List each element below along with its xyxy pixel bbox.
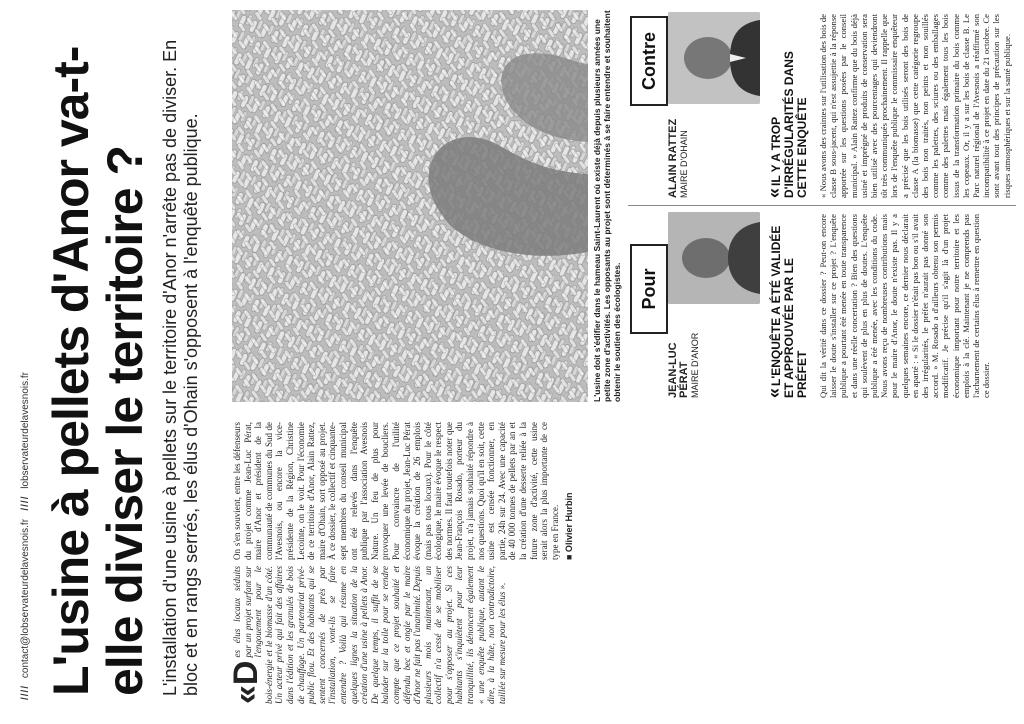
contre-panel <box>628 10 1016 202</box>
portrait-image <box>668 12 760 104</box>
pour-portrait <box>668 212 760 304</box>
site-slashes: //// <box>20 684 31 700</box>
body-column-2 <box>232 422 575 560</box>
pour-panel <box>628 210 1016 402</box>
author: ■ Olivier Hurbin <box>564 492 575 560</box>
portrait-image <box>668 212 760 304</box>
contre-text: « Nous avons des craintes sur l'utilisation des bois de classe B sous-jacent, qui n'est assujettie à la réponse apportée sur les questions posées par le conseil municipal. » Alain Rattez confirme que du bois déjà usiné et imprégné de produits de conservation sera bien utilisé avec des pourcentages qui deviendront tôt très communiqués prochainement. Il rappelle que lors de l'enquête publique le commissaire enquêteur a précisé que les bois utilisés seront des bois de classe A (la biomasse) que cette catégorie regroupe des bois non traités, non peints et non souillés comme les palettes, des sciures ou des emballages comme des palettes mais également tous les bois issus de la transformation primaire du bois comme les copeaux. Or, il y a sur les bois de classe B. Le Parc naturel régional de l'Avesnois a réaffirmé son incompatibilité à ce projet en date du 21 octobre. Ce sont avant tout des principes de précaution sur les risques atmosphériques et sur la santé publique. <box>818 14 1012 198</box>
photo-caption: L'usine doit s'édifier dans le hameau Saint-Laurent où existe déjà depuis plusieurs années une petite zone d'activités. Les opposants au projet sont déterminés à se faire entendre et souhaitent obtenir le soutien des écologistes. <box>592 10 622 402</box>
contre-quote: «IL Y A TROP D'IRRÉGULARITÉS DANS CETTE ENQUÊTE <box>764 51 809 198</box>
site-contact: contact@lobservateurdelavesnois.fr <box>20 518 31 679</box>
contre-name: ALAIN RATTEZ <box>667 118 679 198</box>
pour-quote: «L'ENQUÊTE A ÉTÉ VALIDÉE ET APPROUVÉE PAR LE PRÉFET <box>764 225 809 398</box>
site-slashes-2: //// <box>20 495 31 511</box>
contre-person <box>668 108 690 198</box>
body-column-1 <box>227 566 507 704</box>
contre-role: MAIRE D'OHAIN <box>679 130 689 198</box>
pellets-photo <box>232 10 588 402</box>
pellets-image <box>232 10 588 402</box>
contre-tag: Contre <box>630 16 668 106</box>
site-header <box>20 372 31 700</box>
body-text-1: es élus locaux séduits par un projet surfant sur l'engouement pour le bois-énergie et le biomasse d'un côté. Un acteur privé qui fait des affaires dans l'édition et les granulés de bois de chauffage. Un partenariat privé-public flou. Et des habitants qui se sentent concernés de près par l'installation, vont-ils se faire entendre ? Voilà qui résume en quelques lignes la situation de la création d'une usine à pellets à Anor. De quelque temps, il suffit de se balader sur la toile pour se rendre compte que ce projet souhaité et défendu bec et ongle par le maire d'Anor ne fait pas l'unanimité. Depuis plusieurs mois maintenant, un collectif n'a cessé de se mobiliser pour s'opposer au projet. Si ces habitants s'inquiètent pour leur tranquillité, ils dénoncent également « une enquête publique, autant le dire, à la hâte, non contradictoire, taillée sur mesure pour les élus ». <box>232 566 507 704</box>
contre-portrait <box>668 12 760 104</box>
site-web: lobservateurdelavesnois.fr <box>20 371 31 489</box>
pour-role: MAIRE D'ANOR <box>690 332 700 398</box>
headline: L'usine à pellets d'Anor va-t-elle diviser le territoire ? <box>43 46 153 696</box>
pour-name: JEAN-LUC PÉRAT <box>667 342 690 398</box>
pour-text: Qui dit la vérité dans ce dossier ? Peut-on encore laisser le doute s'installer sur ce projet ? L'enquête publique a pourtant été menée en toute transparence et dans une réelle concertation ? Bien des questions qui soulèvent de plus en plus de doutes. L'enquête publique a été menée, avec les conditions du code. Nous avons reçu de nombreuses contributions mais pour le maire d'Anor, le doute n'existe pas. Il y a quelques semaines encore, ce dernier nous déclarait en aparté : « Si le dossier n'était pas bon ou s'il avait des irrégularités, le préfet n'aurait pas donné son accord. » M. Rosado a d'ailleurs obtenu son permis modificatif. Je précise qu'il s'agit là d'un projet économique important pour notre territoire et les emplois à la clé. Maintenant je ne comprends pas l'acharnement de certains élus à remettre en question ce dossier. <box>818 214 992 398</box>
body-text-2: On s'en souvient, entre les défenseurs du projet comme Jean-Luc Pérat, maire d'Anor et président de la communauté de communes du Sud de l'Avesnois, ou encore la vice-présidente de la Région, Christine Lecointe, on le voit. Pour l'économie de ce territoire d'Anor, Alain Rattez, maire d'Ohain, sort opposé au projet. À ce dossier, le collectif et cinquante-sept membres du conseil municipal ont été relevés dans l'enquête publique par l'association Avesnois Nature. Un feu de plus pour provoquer une levée de boucliers. Pour convaincre de l'utilité économique du projet, Jean-Luc Pérat évoque la création de 26 emplois (mais pas tous locaux). Pour le côté écologique, le maire évoque le respect des normes. Il faut toutefois noter que Jean-François Rosado, porteur du projet, n'a jamais souhaité répondre à nos questions. Quoi qu'il en soit, cette usine est censée fonctionner, en partie, 24h sur 24. Avec une capacité de 40 000 tonnes de pellets par an et la création d'une desserte reliée à la future zone d'activité, cette usine serait alors la plus importante de ce type en France. <box>232 422 560 560</box>
pour-tag: Pour <box>630 244 668 334</box>
pour-person <box>668 308 701 398</box>
drop-cap: «D <box>227 660 265 704</box>
chapo: L'installation d'une usine à pellets sur le territoire d'Anor n'arrête pas de diviser. En bloc et en rangs serrés, les élus d'Ohain s'opposent à l'enquête publique. <box>160 39 201 696</box>
panel-divider <box>628 205 1016 206</box>
